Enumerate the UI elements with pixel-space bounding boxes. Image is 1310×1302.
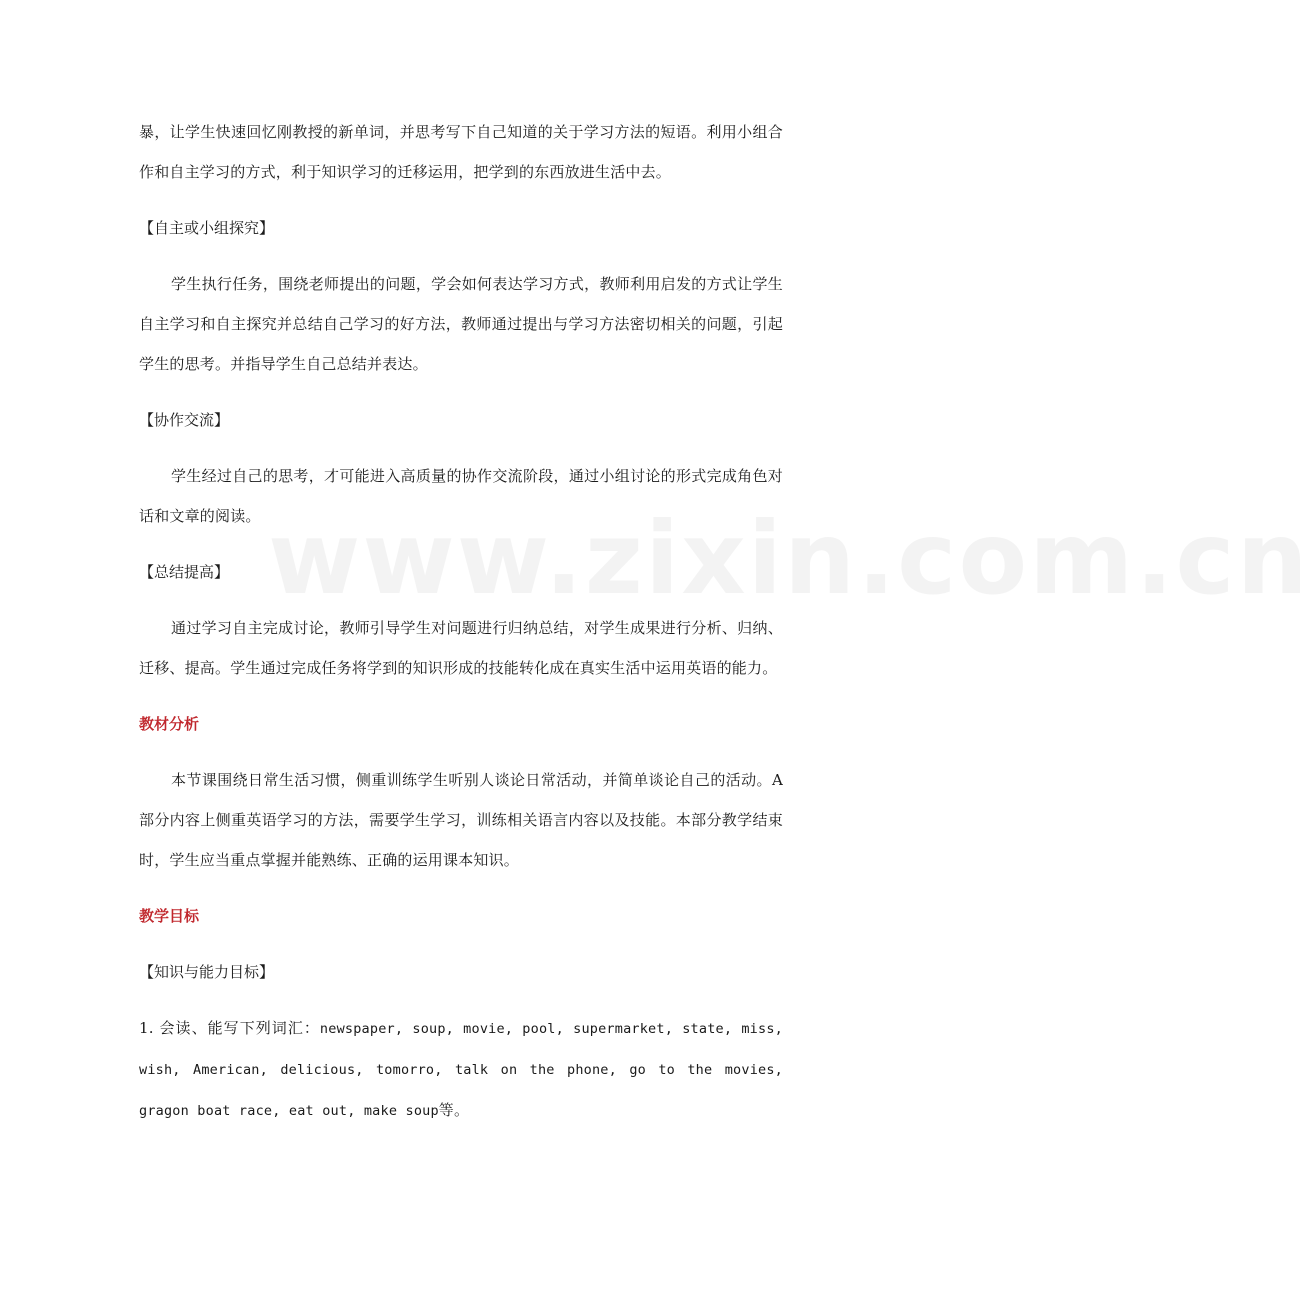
section-title-goals: 教学目标 [139, 907, 200, 925]
document-body [139, 112, 783, 1131]
paragraph-textbook: 本节课围绕日常生活习惯，侧重训练学生听别人谈论日常活动，并简单谈论自己的活动。A部分内容上侧重英语学习的方法，需要学生学习，训练相关语言内容以及技能。本部分教学结束时，学生应当重点掌握并能熟练、正确的运用课本知识。 [139, 771, 783, 869]
paragraph-explore: 学生执行任务，围绕老师提出的问题，学会如何表达学习方式，教师利用启发的方式让学生自主学习和自主探究并总结自己学习的好方法，教师通过提出与学习方法密切相关的问题，引起学生的思考。并指导学生自己总结并表达。 [139, 275, 783, 373]
item-prefix: 1. 会读、能写下列词汇： [139, 1019, 320, 1037]
item-suffix: 等。 [438, 1101, 470, 1119]
list-item-vocabulary [139, 1008, 783, 1131]
heading-cooperate: 【协作交流】 [139, 411, 230, 429]
heading-knowledge: 【知识与能力目标】 [139, 963, 275, 981]
heading-explore: 【自主或小组探究】 [139, 219, 275, 237]
item-words: newspaper, soup, movie, pool, supermarket, state, miss, wish, American, delicious, tomorro, talk on the phone, go to the movies, gragon boat race, eat out, make soup [139, 1021, 783, 1119]
paragraph-summary: 通过学习自主完成讨论，教师引导学生对问题进行归纳总结，对学生成果进行分析、归纳、迁移、提高。学生通过完成任务将学到的知识形成的技能转化成在真实生活中运用英语的能力。 [139, 619, 783, 677]
paragraph-intro: 暴，让学生快速回忆刚教授的新单词，并思考写下自己知道的关于学习方法的短语。利用小组合作和自主学习的方式，利于知识学习的迁移运用，把学到的东西放进生活中去。 [139, 123, 783, 181]
paragraph-cooperate: 学生经过自己的思考，才可能进入高质量的协作交流阶段，通过小组讨论的形式完成角色对话和文章的阅读。 [139, 467, 783, 525]
heading-summary: 【总结提高】 [139, 563, 230, 581]
section-title-textbook: 教材分析 [139, 715, 200, 733]
watermark: www.zixin.com.cn [268, 500, 1310, 617]
